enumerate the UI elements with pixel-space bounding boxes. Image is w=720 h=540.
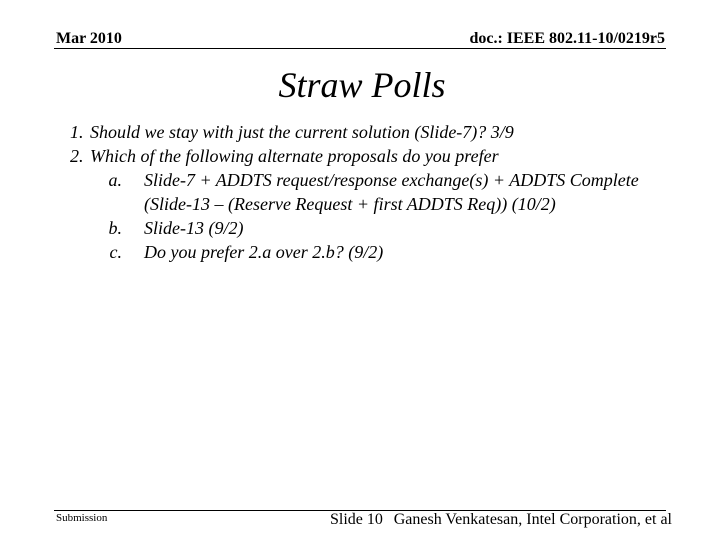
sub-list-item-text: Slide-7 + ADDTS request/response exchange(s) + ADDTS Complete (Slide-13 – (Reserve Request + first ADDTS Req)) (10/2) — [144, 170, 639, 214]
list-item-text: Which of the following alternate proposals do you prefer — [90, 146, 499, 166]
sub-list-item — [70, 240, 670, 264]
slide-title: Straw Polls — [278, 65, 446, 105]
header-divider — [54, 48, 666, 49]
header-date: Mar 2010 — [56, 30, 122, 47]
footer-submission-label: Submission — [56, 512, 108, 524]
slide-content — [70, 120, 670, 264]
footer-slide-number: Slide 10 — [330, 511, 383, 528]
header-document-id: doc.: IEEE 802.11-10/0219r5 — [469, 30, 665, 47]
list-item-number: 2. — [70, 146, 84, 166]
list-item — [70, 120, 670, 144]
list-item — [70, 144, 670, 168]
sub-list-item — [70, 168, 670, 216]
sub-list-item-letter: b. — [108, 218, 122, 238]
list-item-number: 1. — [70, 122, 84, 142]
sub-list-item-text: Do you prefer 2.a over 2.b? (9/2) — [144, 242, 384, 262]
list-item-text: Should we stay with just the current solution (Slide-7)? 3/9 — [90, 122, 514, 142]
sub-list-item-letter: a. — [108, 170, 122, 190]
sub-list-item-letter: c. — [109, 242, 122, 262]
sub-list-item-text: Slide-13 (9/2) — [144, 218, 244, 238]
sub-list-item — [70, 216, 670, 240]
footer-author: Ganesh Venkatesan, Intel Corporation, et al — [393, 511, 672, 528]
